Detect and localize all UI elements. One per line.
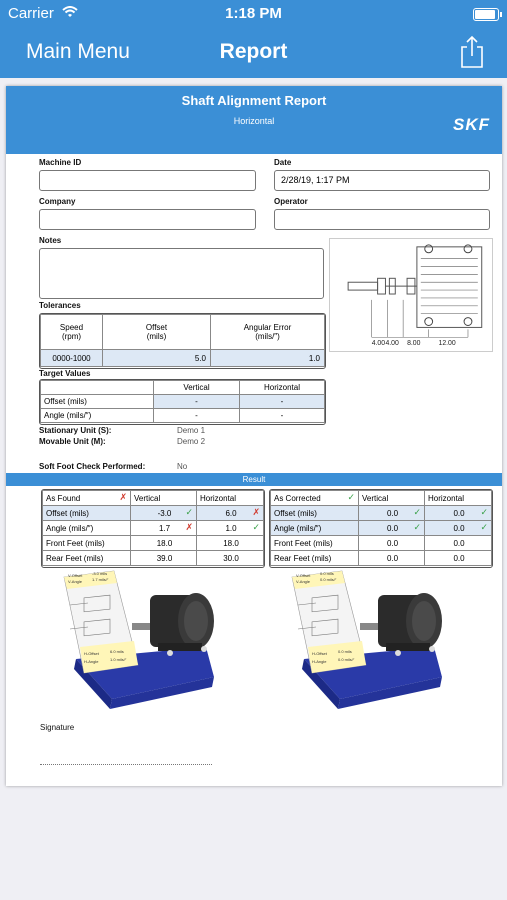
tv-cell: - [154, 409, 240, 423]
af-row-label: Front Feet (mils) [43, 536, 131, 551]
ac-row-label: Rear Feet (mils) [271, 551, 359, 566]
screen-text: 6.0 mils [110, 649, 124, 654]
tv-row-label: Angle (mils/″) [41, 409, 154, 423]
ac-cell: 0.0 [359, 536, 425, 551]
ac-cell: 0.0 [425, 536, 492, 551]
af-cell: -3.0 ✓ [131, 506, 197, 521]
dim-2: 4.00 [385, 340, 399, 348]
cross-icon: ✗ [185, 522, 193, 532]
af-cell: 30.0 [197, 551, 264, 566]
operator-field [274, 209, 490, 230]
tol-value-offset: 5.0 [103, 350, 211, 367]
company-label: Company [39, 197, 76, 206]
date-field: 2/28/19, 1:17 PM [274, 170, 490, 191]
af-row-label: Offset (mils) [43, 506, 131, 521]
soft-foot-value: No [177, 462, 188, 471]
ac-cell: 0.0 ✓ [425, 521, 492, 536]
screen-text: 0.0 mils/″ [338, 657, 355, 662]
af-cell: 1.7 ✗ [131, 521, 197, 536]
af-col-horizontal: Horizontal [197, 491, 264, 506]
battery-icon [473, 8, 499, 21]
stationary-unit-label: Stationary Unit (S): [39, 426, 112, 435]
ac-cell: 0.0 ✓ [359, 506, 425, 521]
movable-unit-label: Movable Unit (M): [39, 437, 106, 446]
dim-1: 4.00 [371, 340, 386, 348]
report-header [6, 86, 502, 154]
check-icon: ✓ [252, 522, 260, 532]
tolerances-label: Tolerances [39, 301, 81, 310]
notes-label: Notes [39, 236, 62, 245]
operator-label: Operator [274, 197, 308, 206]
check-icon: ✓ [413, 507, 421, 517]
ac-cell: 0.0 ✓ [425, 506, 492, 521]
af-cell: 39.0 [131, 551, 197, 566]
machine-illustration-as-corrected [282, 569, 450, 717]
screen-text: 0.0 mils/″ [320, 577, 337, 582]
af-cell: 18.0 [197, 536, 264, 551]
tv-cell: - [240, 409, 325, 423]
report-subtitle: Horizontal [233, 116, 275, 126]
check-icon: ✓ [185, 507, 193, 517]
tolerances-table [39, 313, 326, 369]
af-cell: 18.0 [131, 536, 197, 551]
result-bar: Result [6, 473, 502, 486]
af-cell: 6.0 ✗ [197, 506, 264, 521]
status-bar [0, 0, 507, 28]
screen-text: 0.0 mils [320, 571, 334, 576]
ac-cell: 0.0 [359, 551, 425, 566]
ac-cell: 0.0 [425, 551, 492, 566]
machine-id-field [39, 170, 256, 191]
company-field [39, 209, 256, 230]
ac-row-label: Front Feet (mils) [271, 536, 359, 551]
notes-field [39, 248, 324, 299]
tv-col-vertical: Vertical [154, 381, 240, 395]
share-icon[interactable] [459, 35, 485, 69]
tv-cell: - [240, 395, 325, 409]
stationary-unit-value: Demo 1 [177, 426, 206, 435]
as-corrected-table [269, 489, 493, 568]
tv-row-label: Offset (mils) [41, 395, 154, 409]
check-icon: ✓ [480, 507, 488, 517]
cross-icon: ✗ [119, 492, 127, 502]
dim-3: 8.00 [407, 340, 421, 348]
af-row-label: Rear Feet (mils) [43, 551, 131, 566]
ac-col-vertical: Vertical [359, 491, 425, 506]
check-icon: ✓ [480, 522, 488, 532]
date-label: Date [274, 158, 292, 167]
tol-header-angular: Angular Error (mils/″) [211, 315, 325, 350]
page-title: Report [219, 40, 288, 63]
report-document [6, 86, 502, 786]
screen-text: 0.0 mils [338, 649, 352, 654]
screen-text: V-Angle [296, 579, 311, 584]
screen-text: 1.0 mils/″ [110, 657, 127, 662]
dim-4: 12.00 [438, 340, 456, 348]
screen-text: H-Angle [84, 659, 99, 664]
cross-icon: ✗ [252, 507, 260, 517]
tv-cell: - [154, 395, 240, 409]
ac-col-horizontal: Horizontal [425, 491, 492, 506]
machine-id-label: Machine ID [39, 158, 82, 167]
as-found-header: As Found ✗ [43, 491, 131, 506]
soft-foot-label: Soft Foot Check Performed: [39, 462, 146, 471]
af-col-vertical: Vertical [131, 491, 197, 506]
signature-label: Signature [40, 723, 75, 732]
signature-line [40, 764, 212, 765]
screen-text: V-Offset [68, 573, 83, 578]
screen-text: 1.7 mils/″ [92, 577, 109, 582]
alignment-diagram [329, 238, 493, 352]
report-title: Shaft Alignment Report [181, 93, 327, 108]
clock: 1:18 PM [225, 5, 282, 22]
tol-value-speed: 0000-1000 [41, 350, 103, 367]
as-corrected-header: As Corrected ✓ [271, 491, 359, 506]
target-values-table [39, 379, 326, 425]
screen-text: H-Angle [312, 659, 327, 664]
nav-bar [0, 28, 507, 78]
af-cell: 1.0 ✓ [197, 521, 264, 536]
screen-text: V-Angle [68, 579, 83, 584]
tol-value-angular: 1.0 [211, 350, 325, 367]
tol-header-offset: Offset (mils) [103, 315, 211, 350]
tv-col-horizontal: Horizontal [240, 381, 325, 395]
screen-text: H-Offset [84, 651, 99, 656]
movable-unit-value: Demo 2 [177, 437, 206, 446]
screen-text: H-Offset [312, 651, 327, 656]
screen-text: V-Offset [296, 573, 311, 578]
check-icon: ✓ [347, 492, 355, 502]
carrier-label: Carrier [8, 5, 54, 22]
tol-header-speed: Speed (rpm) [41, 315, 103, 350]
af-row-label: Angle (mils/″) [43, 521, 131, 536]
main-menu-button[interactable]: Main Menu [26, 40, 130, 63]
target-values-label: Target Values [39, 369, 91, 378]
ac-row-label: Angle (mils/″) [271, 521, 359, 536]
skf-logo: SKF [453, 115, 490, 134]
check-icon: ✓ [413, 522, 421, 532]
ac-row-label: Offset (mils) [271, 506, 359, 521]
battery-level [475, 10, 495, 19]
machine-illustration-as-found [54, 569, 222, 717]
as-found-table [41, 489, 265, 568]
ac-cell: 0.0 ✓ [359, 521, 425, 536]
screen-text: -3.0 mils [92, 571, 108, 576]
